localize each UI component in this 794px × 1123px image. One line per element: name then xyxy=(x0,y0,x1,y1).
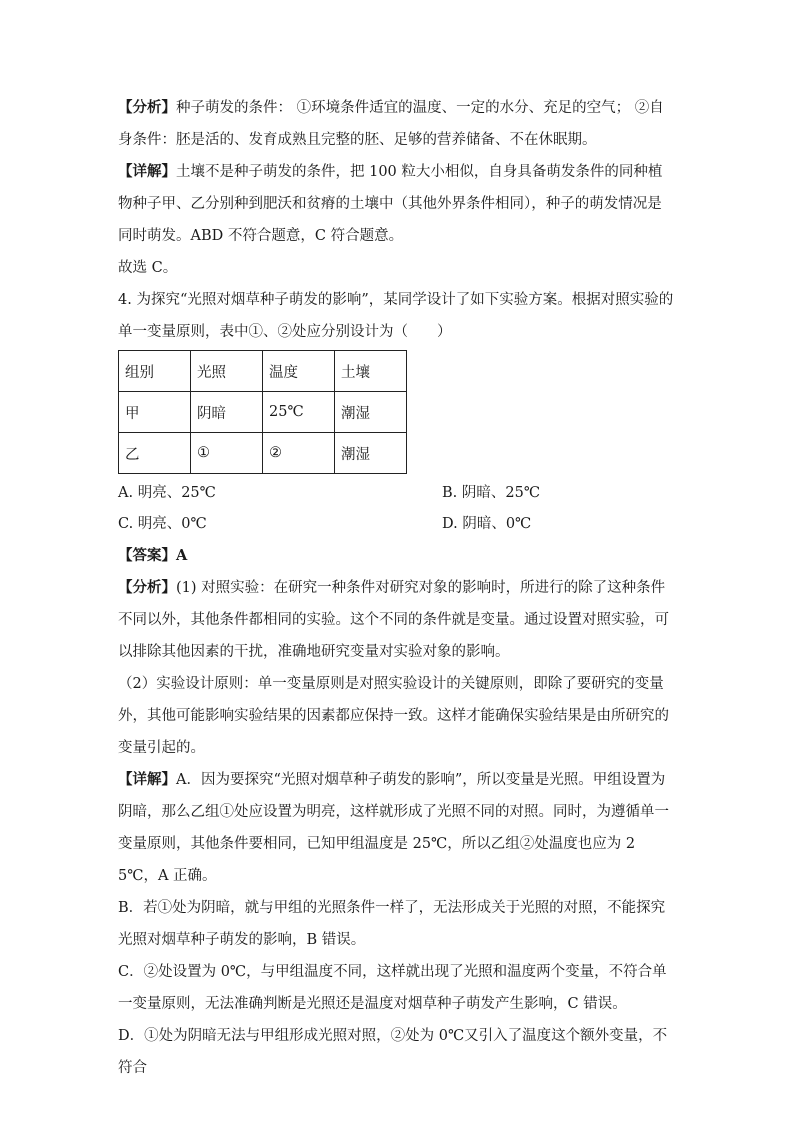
option-c: C. 明亮、0℃ xyxy=(118,516,207,532)
table-header-row xyxy=(119,351,407,392)
q4-analysis-1 xyxy=(118,572,674,668)
table-row xyxy=(119,433,407,474)
table-cell: ② xyxy=(263,433,335,474)
analysis-label: 【分析】 xyxy=(118,579,176,596)
q4-detail-b: B．若①处为阴暗，就与甲组的光照条件一样了，无法形成关于光照的对照，不能探究光照对烟草种子萌发的影响，B 错误。 xyxy=(118,900,666,948)
answer-options xyxy=(118,478,674,540)
table-cell: 甲 xyxy=(119,392,191,433)
table-cell: 乙 xyxy=(119,433,191,474)
detail-text: 土壤不是种子萌发的条件，把 100 粒大小相似，自身具备萌发条件的同种植物种子甲、乙分别种到肥沃和贫瘠的土壤中（其他外界条件相同），种子的萌发情况是同时萌发。ABD 不符合题意，C 符合题意。 xyxy=(118,164,663,244)
q4-detail-c: C．②处设置为 0℃，与甲组温度不同，这样就出现了光照和温度两个变量，不符合单一变量原则，无法准确判断是光照还是温度对烟草种子萌发产生影响，C 错误。 xyxy=(118,964,667,1012)
detail-label: 【详解】 xyxy=(118,771,176,788)
table-cell: 阴暗 xyxy=(191,392,263,433)
q4-stem: 4. 为探究“光照对烟草种子萌发的影响”，某同学设计了如下实验方案。根据对照实验的单一变量原则，表中①、②处应分别设计为（ ） xyxy=(118,292,674,340)
experiment-table xyxy=(118,350,407,474)
document-page xyxy=(118,92,674,1084)
table-cell: 潮湿 xyxy=(335,433,407,474)
q4-detail-d: D．①处为阴暗无法与甲组形成光照对照，②处为 0℃又引入了温度这个额外变量，不符合 xyxy=(118,1028,668,1076)
table-cell: 25℃ xyxy=(263,392,335,433)
table-header-cell: 组别 xyxy=(119,351,191,392)
table-header-cell: 光照 xyxy=(191,351,263,392)
q3-analysis xyxy=(118,92,674,156)
option-a: A. 明亮、25℃ xyxy=(118,485,216,501)
analysis-label: 【分析】 xyxy=(118,99,176,116)
q4-detail-a xyxy=(118,764,674,892)
analysis-text: (1) 对照实验：在研究一种条件对研究对象的影响时，所进行的除了这种条件不同以外，其他条件都相同的实验。这个不同的条件就是变量。通过设置对照实验，可以排除其他因素的干扰，准确地研究变量对实验对象的影响。 xyxy=(118,580,669,660)
q3-conclusion: 故选 C。 xyxy=(118,260,178,276)
table-cell: 潮湿 xyxy=(335,392,407,433)
q4-answer: 【答案】A xyxy=(118,547,188,564)
q3-detail xyxy=(118,156,674,252)
option-d: D. 阴暗、0℃ xyxy=(442,516,532,532)
detail-text: A．因为要探究“光照对烟草种子萌发的影响”，所以变量是光照。甲组设置为阴暗，那么乙组①处应设置为明亮，这样就形成了光照不同的对照。同时，为遵循单一变量原则，其他条件要相同，已知甲组温度是 25℃，所以乙组②处温度也应为 25℃，A 正确。 xyxy=(118,772,669,884)
detail-label: 【详解】 xyxy=(118,163,176,180)
table-cell: ① xyxy=(191,433,263,474)
table-row xyxy=(119,392,407,433)
option-b: B. 阴暗、25℃ xyxy=(442,485,541,501)
table-header-cell: 土壤 xyxy=(335,351,407,392)
table-header-cell: 温度 xyxy=(263,351,335,392)
analysis-text: 种子萌发的条件： ①环境条件适宜的温度、一定的水分、充足的空气； ②自身条件：胚是活的、发育成熟且完整的胚、足够的营养储备、不在休眠期。 xyxy=(118,100,664,148)
q4-analysis-2: （2）实验设计原则：单一变量原则是对照实验设计的关键原则，即除了要研究的变量外，其他可能影响实验结果的因素都应保持一致。这样才能确保实验结果是由所研究的变量引起的。 xyxy=(118,676,669,756)
